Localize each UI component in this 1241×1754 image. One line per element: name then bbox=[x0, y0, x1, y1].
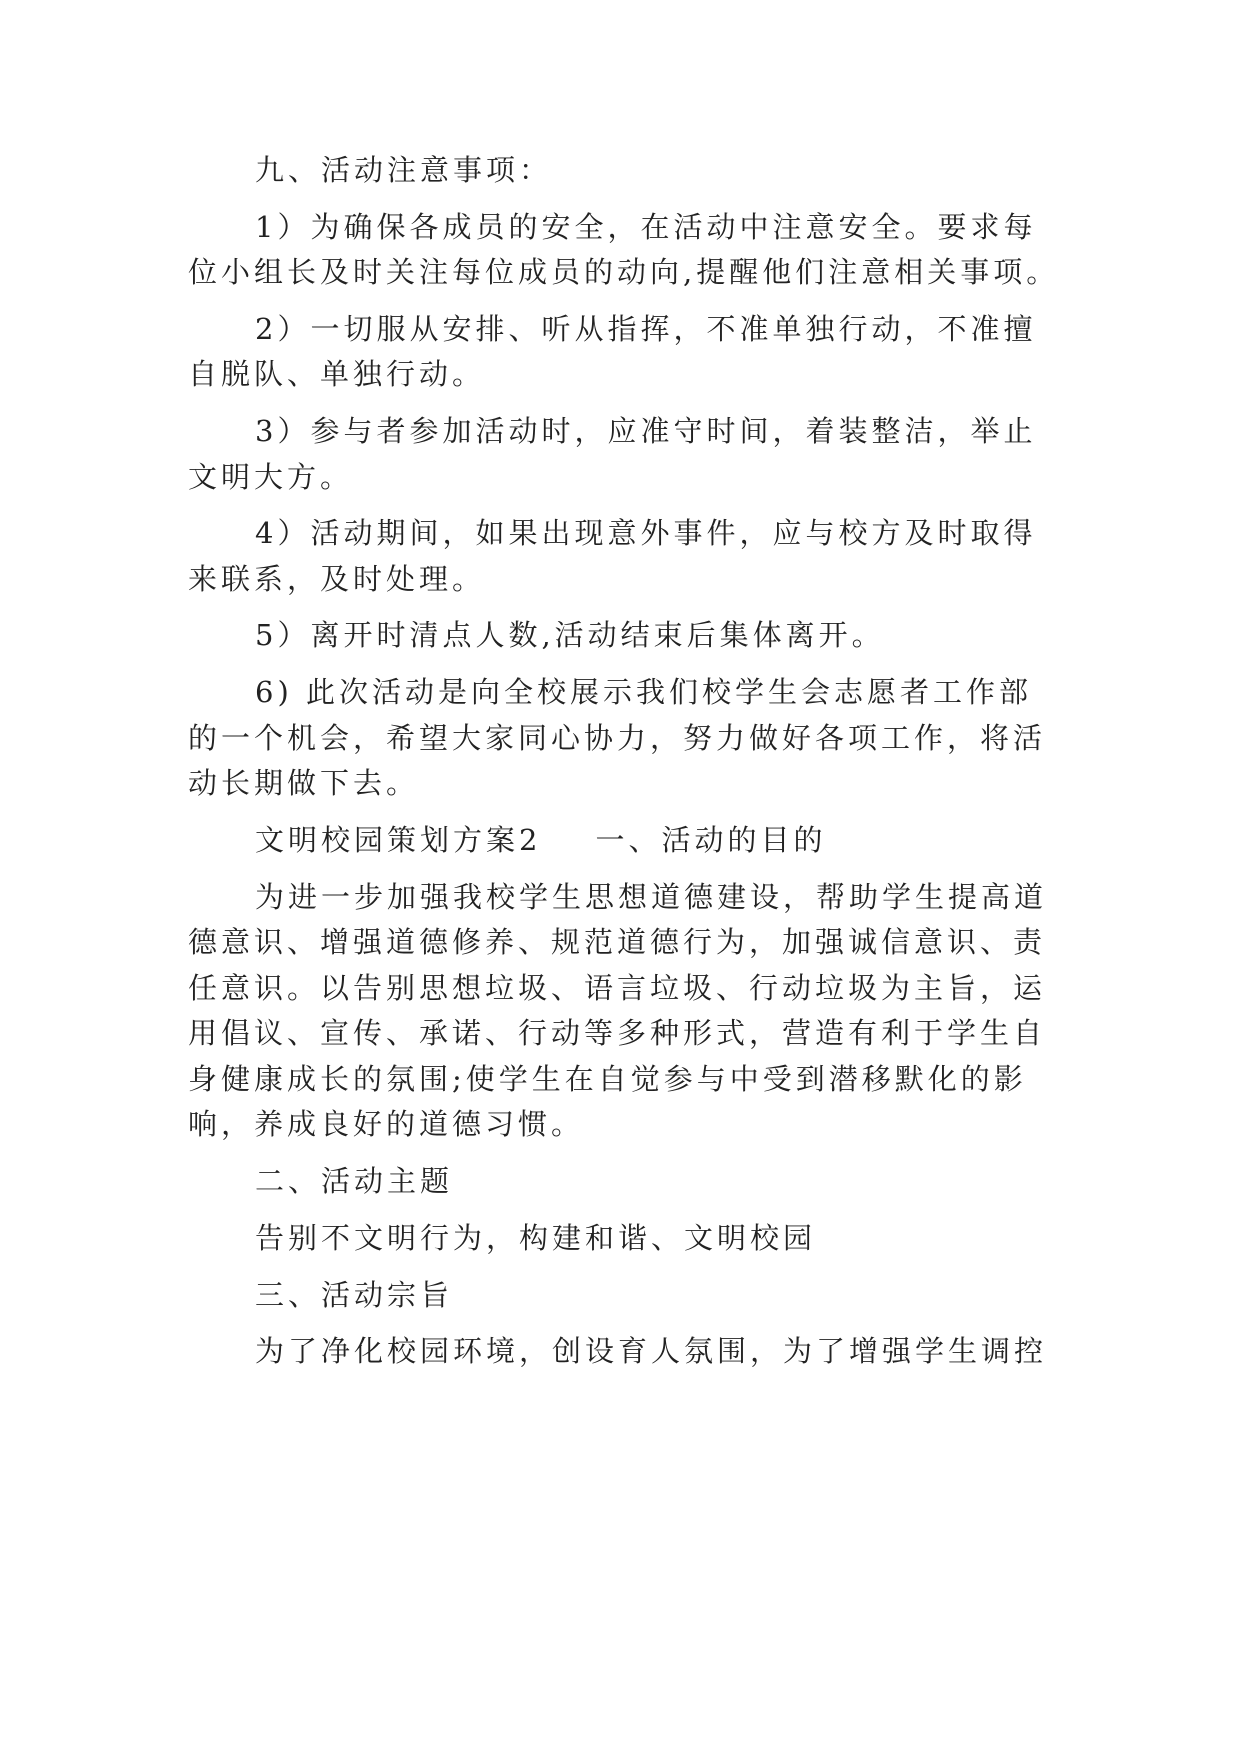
paragraph-line: 德意识、增强道德修养、规范道德行为，加强诚信意识、责 bbox=[188, 925, 1047, 959]
plan-title: 文明校园策划方案2 bbox=[255, 823, 542, 857]
paragraph-line: 用倡议、宣传、承诺、行动等多种形式，营造有利于学生自 bbox=[188, 1016, 1047, 1050]
section-2-heading: 二、活动主题 bbox=[255, 1164, 454, 1198]
paragraph-line: 告别不文明行为，构建和谐、文明校园 bbox=[255, 1221, 817, 1255]
paragraph-line: 4）活动期间，如果出现意外事件，应与校方及时取得 bbox=[255, 516, 1037, 550]
paragraph-line: 来联系，及时处理。 bbox=[188, 562, 486, 596]
paragraph-line: 响，养成良好的道德习惯。 bbox=[188, 1107, 585, 1141]
paragraph-line: 身健康成长的氛围;使学生在自觉参与中受到潜移默化的影 bbox=[188, 1062, 1027, 1096]
section-1-heading: 一、活动的目的 bbox=[595, 823, 827, 857]
section-3-heading: 三、活动宗旨 bbox=[255, 1278, 454, 1312]
paragraph-line: 自脱队、单独行动。 bbox=[188, 357, 486, 391]
paragraph-line: 为进一步加强我校学生思想道德建设，帮助学生提高道 bbox=[255, 880, 1048, 914]
paragraph-line: 6) 此次活动是向全校展示我们校学生会志愿者工作部 bbox=[255, 675, 1032, 709]
paragraph-line: 2）一切服从安排、听从指挥，不准单独行动，不准擅 bbox=[255, 312, 1037, 346]
paragraph-line: 文明大方。 bbox=[188, 460, 354, 494]
paragraph-line: 任意识。以告别思想垃圾、语言垃圾、行动垃圾为主旨，运 bbox=[188, 971, 1047, 1005]
plan-title-line bbox=[255, 820, 826, 860]
paragraph-line: 的一个机会，希望大家同心协力，努力做好各项工作，将活 bbox=[188, 721, 1047, 755]
paragraph-line: 1）为确保各成员的安全，在活动中注意安全。要求每 bbox=[255, 210, 1037, 244]
paragraph-line: 位小组长及时关注每位成员的动向,提醒他们注意相关事项。 bbox=[188, 255, 1060, 289]
section-9-heading: 九、活动注意事项： bbox=[255, 153, 553, 187]
paragraph-line: 3）参与者参加活动时，应准守时间，着装整洁，举止 bbox=[255, 414, 1037, 448]
paragraph-line: 5）离开时清点人数,活动结束后集体离开。 bbox=[255, 618, 885, 652]
paragraph-line: 为了净化校园环境，创设育人氛围，为了增强学生调控 bbox=[255, 1334, 1048, 1368]
paragraph-line: 动长期做下去。 bbox=[188, 766, 420, 800]
